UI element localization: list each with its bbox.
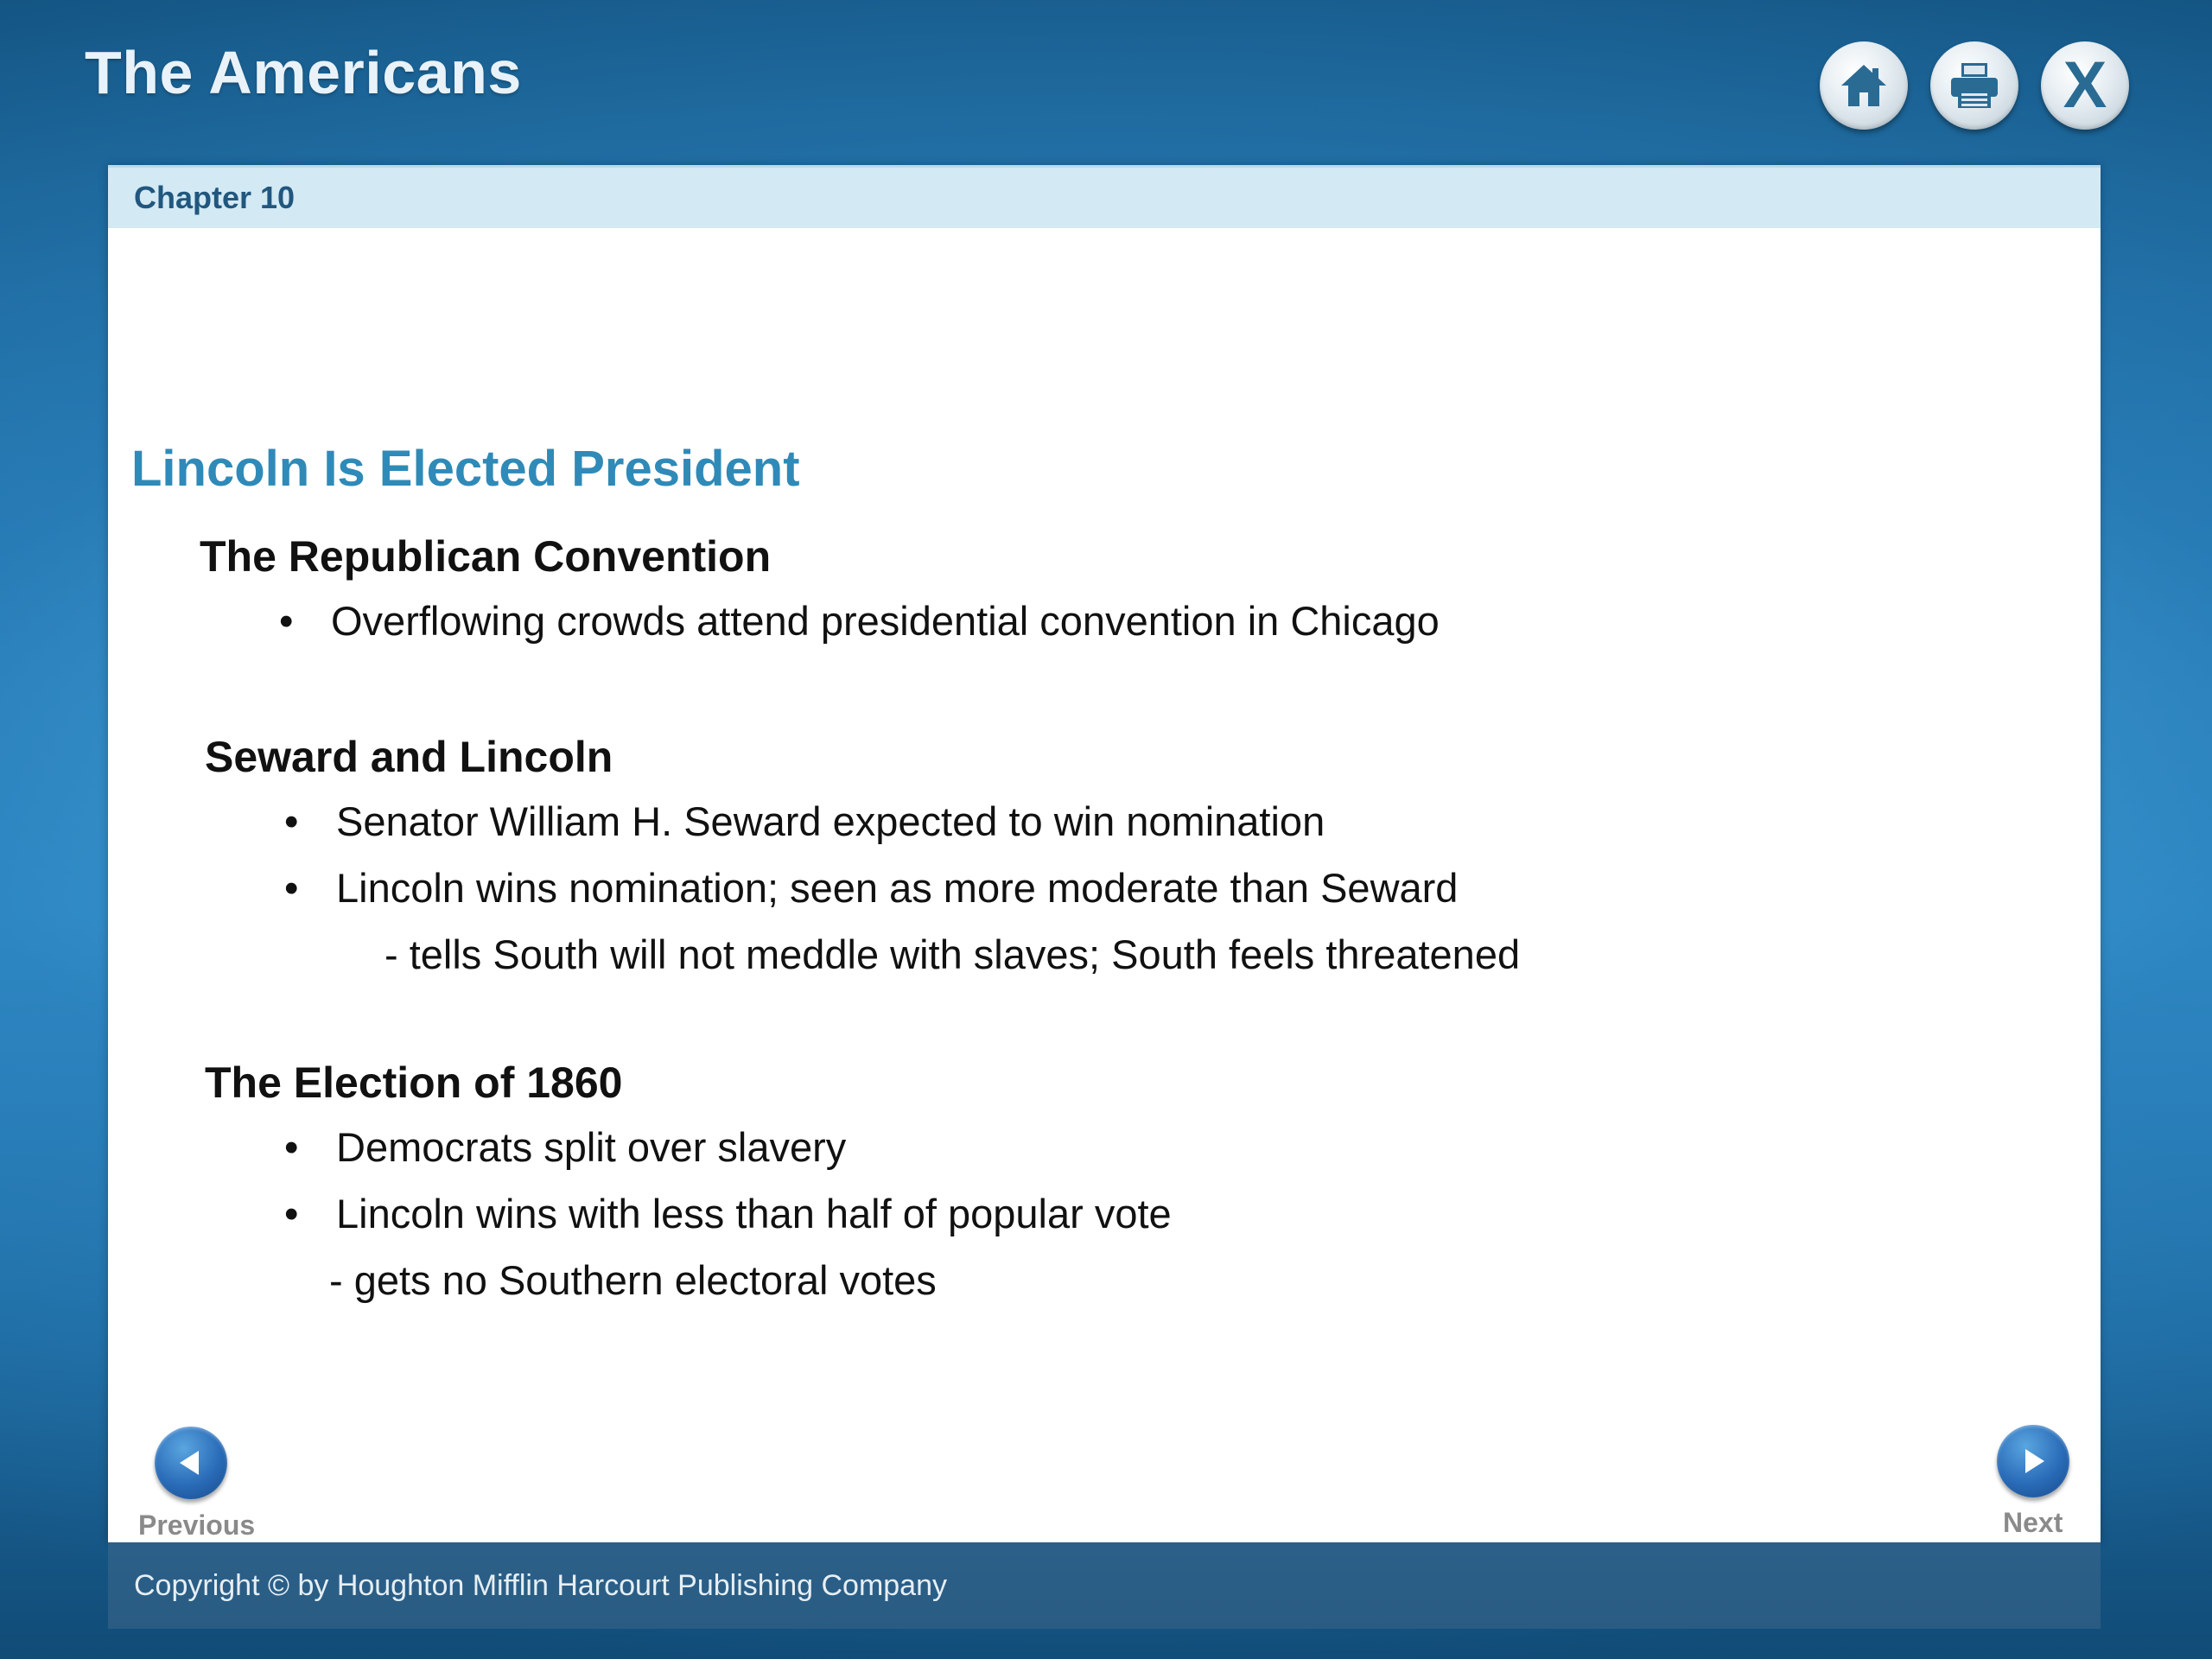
section-heading-republican-convention: The Republican Convention <box>200 532 772 581</box>
list-item <box>284 1190 1172 1237</box>
section-heading-seward-and-lincoln: Seward and Lincoln <box>205 733 613 781</box>
bullet-text: Lincoln wins with less than half of popular vote <box>336 1191 1172 1236</box>
close-icon: X <box>2063 48 2107 122</box>
bullet-text: Democrats split over slavery <box>336 1124 847 1170</box>
previous-button[interactable] <box>155 1427 227 1499</box>
sub-bullet-text: - tells South will not meddle with slaves; South feels threatened <box>385 931 1521 977</box>
list-item <box>284 1123 846 1171</box>
bullet-text: Senator William H. Seward expected to win nomination <box>336 798 1325 844</box>
bullet-text: Overflowing crowds attend presidential convention in Chicago <box>331 598 1440 644</box>
list-item <box>284 798 1325 845</box>
slide-title: Lincoln Is Elected President <box>131 441 800 497</box>
app-title: The Americans <box>85 39 522 106</box>
home-button[interactable] <box>1820 41 1908 130</box>
chapter-bar <box>108 165 2101 228</box>
footer <box>108 1542 2101 1629</box>
home-icon <box>1838 61 1890 110</box>
arrow-left-icon <box>174 1446 208 1480</box>
bullet-icon: • <box>284 1124 299 1170</box>
list-item <box>284 864 1458 912</box>
bullet-icon: • <box>284 798 299 844</box>
list-item <box>279 597 1440 645</box>
close-button[interactable] <box>2041 41 2129 130</box>
next-label[interactable]: Next <box>2003 1507 2063 1538</box>
bullet-icon: • <box>279 598 294 644</box>
bullet-text: Lincoln wins nomination; seen as more moderate than Seward <box>336 865 1459 911</box>
copyright-text: Copyright © by Houghton Mifflin Harcourt Publishing Company <box>134 1568 947 1602</box>
print-icon <box>1948 60 2001 111</box>
previous-label[interactable]: Previous <box>138 1510 256 1541</box>
sub-bullet-text: - gets no Southern electoral votes <box>329 1257 937 1303</box>
content-card <box>108 165 2101 1542</box>
chapter-label: Chapter 10 <box>134 180 296 215</box>
toolbar <box>1820 41 2129 130</box>
bullet-icon: • <box>284 865 299 911</box>
bullet-icon: • <box>284 1191 299 1236</box>
arrow-right-icon <box>2016 1444 2050 1478</box>
next-button[interactable] <box>1997 1425 2069 1497</box>
print-button[interactable] <box>1930 41 2018 130</box>
section-heading-election-of-1860: The Election of 1860 <box>205 1058 623 1107</box>
